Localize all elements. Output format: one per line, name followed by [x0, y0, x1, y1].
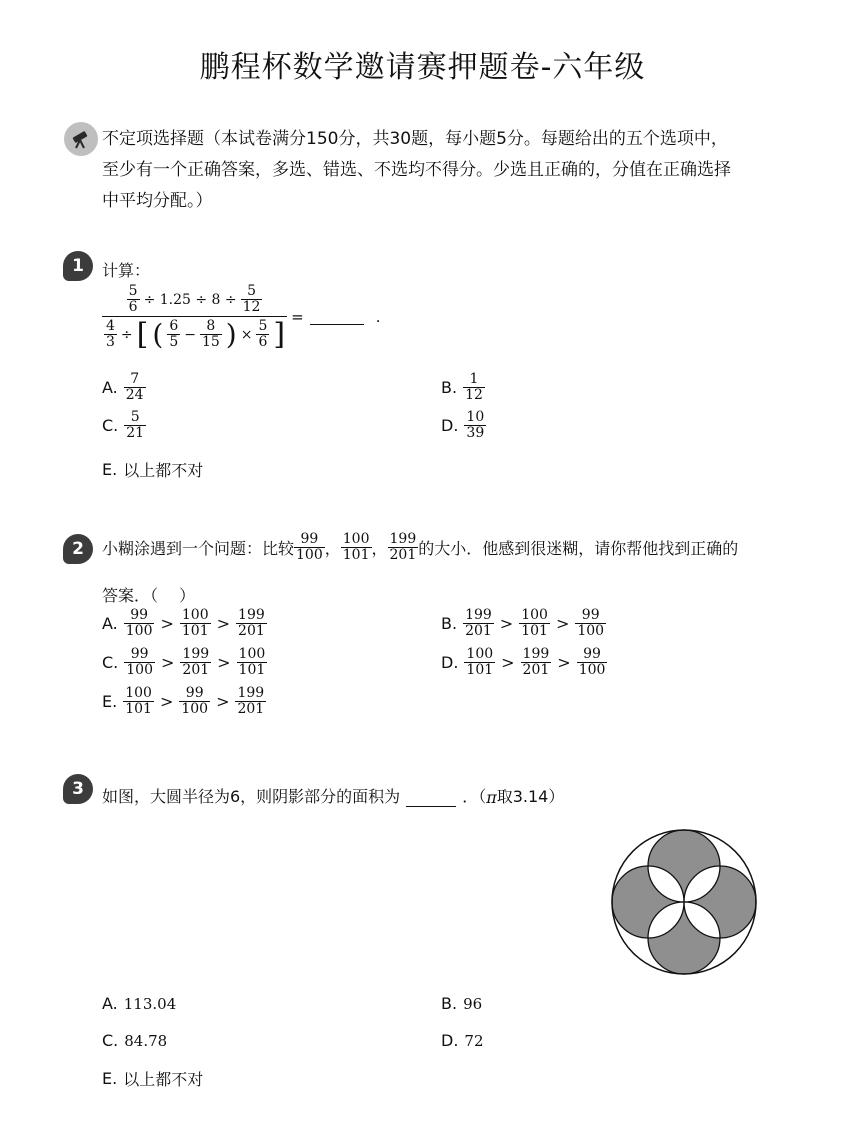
instructions-line: 至少有一个正确答案，多选、错选、不选均不得分。少选且正确的，分值在正确选择 [102, 160, 731, 180]
question-3-prompt: 如图，大圆半径为6，则阴影部分的面积为 ．（ π 取3.14） [102, 787, 565, 807]
option-d[interactable]: D. 72 [441, 1031, 484, 1050]
question-2-prompt-cont: 答案．（ ） [102, 586, 196, 605]
option-a[interactable]: A. 113.04 [102, 994, 177, 1013]
circle-figure [608, 826, 760, 978]
instructions-line: 中平均分配。） [102, 191, 213, 211]
option-d[interactable]: D. $\frac{100}{101}$ > $\frac{199}{201}$ > $\frac{99}{100}$ [441, 646, 606, 679]
option-e[interactable]: E. 以上都不对 [102, 460, 204, 480]
option-e[interactable]: E. $\frac{100}{101}$ > $\frac{99}{100}$ > $\frac{199}{201}$ [102, 685, 265, 718]
instructions [102, 124, 802, 217]
option-c[interactable]: C. $\frac{99}{100}$ > $\frac{199}{201}$ > $\frac{100}{101}$ [102, 646, 266, 679]
option-e[interactable]: E. 以上都不对 [102, 1069, 204, 1089]
answer-blank[interactable] [310, 310, 364, 325]
answer-blank[interactable] [406, 792, 456, 807]
instructions-line: 不定项选择题（本试卷满分150分，共30题，每小题5分。每题给出的五个选项中， [102, 129, 728, 149]
question-number-badge: 1 [63, 251, 93, 281]
option-b[interactable]: B. $\frac{1}{12}$ [441, 371, 483, 404]
option-d[interactable]: D. $\frac{10}{39}$ [441, 409, 485, 442]
option-a[interactable]: A. $\frac{7}{24}$ [102, 371, 144, 404]
question-1-prompt: 计算： [102, 261, 151, 280]
question-1-expression: $\frac{5}{6}$ ÷ 1.25 ÷ 8 ÷ $\frac{5}{12}$ $\frac{4}{3}$ ÷ [ ( $\frac{6}{5}$ − $\frac{8}{15}$ ) × $\frac{5}{6}$ ] = . [102, 284, 380, 351]
option-b[interactable]: B. 96 [441, 994, 483, 1013]
option-c[interactable]: C. 84.78 [102, 1031, 168, 1050]
option-a[interactable]: A. $\frac{99}{100}$ > $\frac{100}{101}$ > $\frac{199}{201}$ [102, 607, 265, 640]
page-title: 鹏程杯数学邀请赛押题卷-六年级 [199, 50, 646, 85]
option-c[interactable]: C. $\frac{5}{21}$ [102, 409, 145, 442]
question-number-badge: 2 [63, 534, 93, 564]
option-b[interactable]: B. $\frac{199}{201}$ > $\frac{100}{101}$ > $\frac{99}{100}$ [441, 607, 605, 640]
telescope-icon [64, 122, 98, 156]
question-number-badge: 3 [63, 774, 93, 804]
question-2-prompt: 小糊涂遇到一个问题：比较 $\frac{99}{100}$ ， $\frac{100}{101}$ ， $\frac{199}{201}$ 的大小．他感到很迷糊，请你帮他找到正确的 [102, 531, 739, 564]
